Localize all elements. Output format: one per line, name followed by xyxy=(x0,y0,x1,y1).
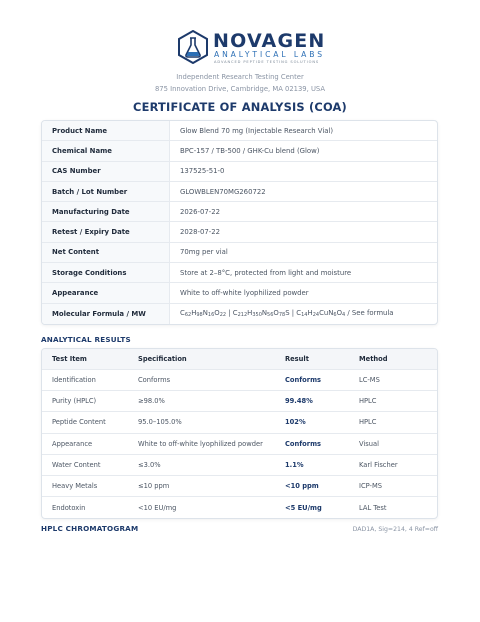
info-label: Appearance xyxy=(42,283,170,302)
specification: 95.0–105.0% xyxy=(138,418,182,427)
info-label: Retest / Expiry Date xyxy=(42,222,170,241)
column-header: Method xyxy=(359,355,388,363)
specification: White to off-white lyophilized powder xyxy=(138,439,263,448)
info-label: Storage Conditions xyxy=(42,263,170,282)
info-label: Product Name xyxy=(42,121,170,140)
table-row xyxy=(42,497,437,518)
info-value: 2028-07-22 xyxy=(180,228,221,237)
product-info-table xyxy=(41,120,438,325)
hplc-signal-info: DAD1A, Sig=214, 4 Ref=off xyxy=(352,526,438,533)
table-row xyxy=(42,476,437,497)
specification: ≤3.0% xyxy=(138,460,161,469)
info-label: Net Content xyxy=(42,243,170,262)
method: LAL Test xyxy=(359,503,387,512)
result: Conforms xyxy=(285,439,322,448)
hplc-chromatogram-title: HPLC CHROMATOGRAM xyxy=(41,524,139,533)
logo-subtitle: ANALYTICAL LABS xyxy=(214,50,325,59)
info-row xyxy=(42,304,437,324)
test-item: Water Content xyxy=(52,460,101,469)
table-row xyxy=(42,434,437,455)
method: Karl Fischer xyxy=(359,460,398,469)
info-row xyxy=(42,283,437,303)
column-header: Test Item xyxy=(52,355,87,363)
info-value: 137525-51-0 xyxy=(180,167,225,176)
result: <5 EU/mg xyxy=(285,503,322,512)
molecular-formula: $C_{62}H_{98}N_{16}O_{22}$ | $C_{212}H_{350}N_{56}O_{78}S$ | $C_{14}H_{24}CuN_6O_4$ / See formula xyxy=(180,309,394,319)
company-logo xyxy=(0,30,480,64)
table-row xyxy=(42,455,437,476)
method: Visual xyxy=(359,439,379,448)
method: LC-MS xyxy=(359,376,380,385)
column-header: Specification xyxy=(138,355,187,363)
info-value: GLOWBLEN70MG260722 xyxy=(180,187,266,196)
specification: Conforms xyxy=(138,376,171,385)
info-value: White to off-white lyophilized powder xyxy=(180,289,309,298)
info-label: Manufacturing Date xyxy=(42,202,170,221)
info-row xyxy=(42,243,437,263)
result: 99.48% xyxy=(285,397,313,406)
result: <10 ppm xyxy=(285,482,319,491)
test-item: Endotoxin xyxy=(52,503,86,512)
test-item: Purity (HPLC) xyxy=(52,397,97,406)
info-label: Chemical Name xyxy=(42,141,170,160)
specification: <10 EU/mg xyxy=(138,503,177,512)
test-item: Peptide Content xyxy=(52,418,106,427)
table-row xyxy=(42,412,437,433)
analytical-results-title: ANALYTICAL RESULTS xyxy=(41,335,131,344)
method: HPLC xyxy=(359,418,377,427)
info-row xyxy=(42,121,437,141)
info-row xyxy=(42,263,437,283)
info-label: Molecular Formula / MW xyxy=(42,304,170,324)
info-value: Store at 2–8°C, protected from light and moisture xyxy=(180,268,352,277)
logo-name: NOVAGEN xyxy=(213,30,326,52)
table-row xyxy=(42,370,437,391)
result: 102% xyxy=(285,418,306,427)
info-row xyxy=(42,202,437,222)
info-label: CAS Number xyxy=(42,162,170,181)
center-name: Independent Research Testing Center xyxy=(176,73,304,81)
info-row xyxy=(42,222,437,242)
method: ICP-MS xyxy=(359,482,382,491)
analytical-results-table xyxy=(41,348,438,519)
table-row xyxy=(42,391,437,412)
info-row xyxy=(42,162,437,182)
info-value: 2026-07-22 xyxy=(180,207,221,216)
info-value: Glow Blend 70 mg (Injectable Research Vial) xyxy=(180,126,334,135)
info-value: 70mg per vial xyxy=(180,248,228,257)
info-row xyxy=(42,182,437,202)
page-title: CERTIFICATE OF ANALYSIS (COA) xyxy=(133,100,347,114)
result: Conforms xyxy=(285,376,322,385)
test-item: Appearance xyxy=(52,439,93,448)
specification: ≤10 ppm xyxy=(138,482,170,491)
info-row xyxy=(42,141,437,161)
info-label: Batch / Lot Number xyxy=(42,182,170,201)
flask-logo-icon xyxy=(176,30,210,64)
test-item: Identification xyxy=(52,376,96,385)
center-address: 875 Innovation Drive, Cambridge, MA 02139, USA xyxy=(154,85,326,93)
method: HPLC xyxy=(359,397,377,406)
table-header xyxy=(42,349,437,370)
test-item: Heavy Metals xyxy=(52,482,98,491)
specification: ≥98.0% xyxy=(138,397,165,406)
result: 1.1% xyxy=(285,460,304,469)
column-header: Result xyxy=(285,355,309,363)
info-value: BPC-157 / TB-500 / GHK-Cu blend (Glow) xyxy=(180,146,320,155)
logo-tagline: ADVANCED PEPTIDE TESTING SOLUTIONS xyxy=(214,60,320,64)
